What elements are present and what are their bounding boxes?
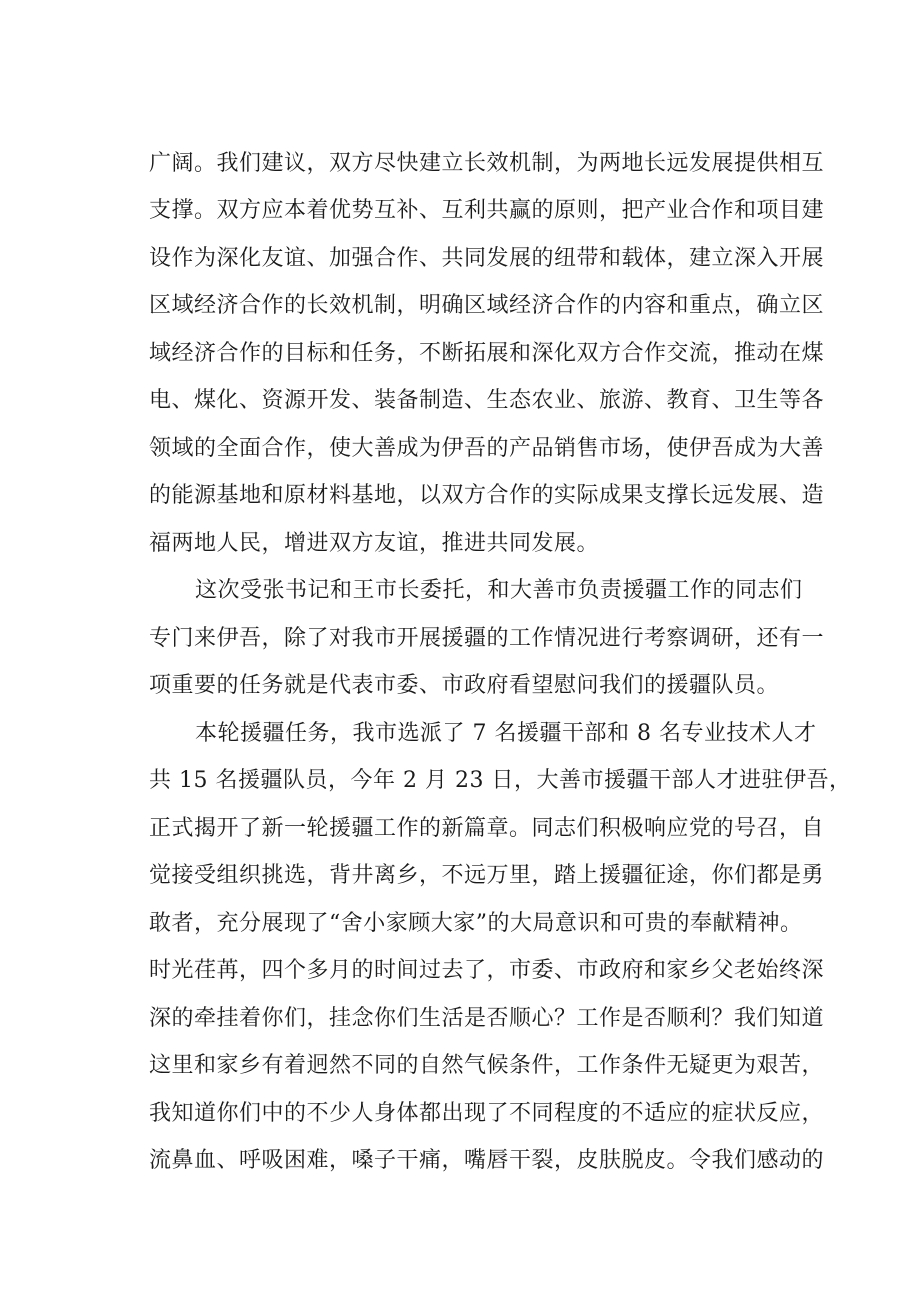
text-line: 觉接受组织挑选，背井离乡，不远万里，踏上援疆征途，你们都是勇: [149, 863, 825, 888]
text-line: 我知道你们中的不少人身体都出现了不同程度的不适应的症状反应，: [149, 1101, 825, 1126]
text-line: 深的牵挂着你们，挂念你们生活是否顺心？工作是否顺利？我们知道: [149, 1006, 825, 1031]
text-line: 广阔。我们建议，双方尽快建立长效机制，为两地长远发展提供相互: [149, 151, 825, 176]
text-line: 领域的全面合作，使大善成为伊吾的产品销售市场，使伊吾成为大善: [149, 436, 825, 461]
text-line: 域经济合作的目标和任务，不断拓展和深化双方合作交流，推动在煤: [149, 341, 825, 366]
text-line: 正式揭开了新一轮援疆工作的新篇章。同志们积极响应党的号召，自: [149, 816, 825, 841]
text-line: 流鼻血、呼吸困难，嗓子干痛，嘴唇干裂，皮肤脱皮。令我们感动的: [149, 1148, 825, 1173]
text-line: 敢者，充分展现了“舍小家顾大家”的大局意识和可贵的奉献精神。: [149, 911, 803, 936]
text-line: 项重要的任务就是代表市委、市政府看望慰问我们的援疆队员。: [149, 673, 780, 698]
text-line: 设作为深化友谊、加强合作、共同发展的纽带和载体，建立深入开展: [149, 246, 825, 271]
text-line: 专门来伊吾，除了对我市开展援疆的工作情况进行考察调研，还有一: [149, 626, 825, 651]
text-line: 共 15 名援疆队员，今年 2 月 23 日，大善市援疆干部人才进驻伊吾，: [149, 768, 852, 793]
text-line: 支撑。双方应本着优势互补、互利共赢的原则，把产业合作和项目建: [149, 198, 825, 223]
text-line: 这里和家乡有着迥然不同的自然气候条件，工作条件无疑更为艰苦，: [149, 1053, 825, 1078]
text-line: 福两地人民，增进双方友谊，推进共同发展。: [149, 531, 600, 556]
text-line: 电、煤化、资源开发、装备制造、生态农业、旅游、教育、卫生等各: [149, 388, 825, 413]
paragraph-first-line: 本轮援疆任务，我市选派了 7 名援疆干部和 8 名专业技术人才: [195, 721, 817, 746]
text-line: 的能源基地和原材料基地，以双方合作的实际成果支撑长远发展、造: [149, 483, 825, 508]
text-line: 区域经济合作的长效机制，明确区域经济合作的内容和重点，确立区: [149, 293, 825, 318]
text-line: 时光荏苒，四个多月的时间过去了，市委、市政府和家乡父老始终深: [149, 958, 825, 983]
paragraph-first-line: 这次受张书记和王市长委托，和大善市负责援疆工作的同志们: [195, 578, 803, 603]
